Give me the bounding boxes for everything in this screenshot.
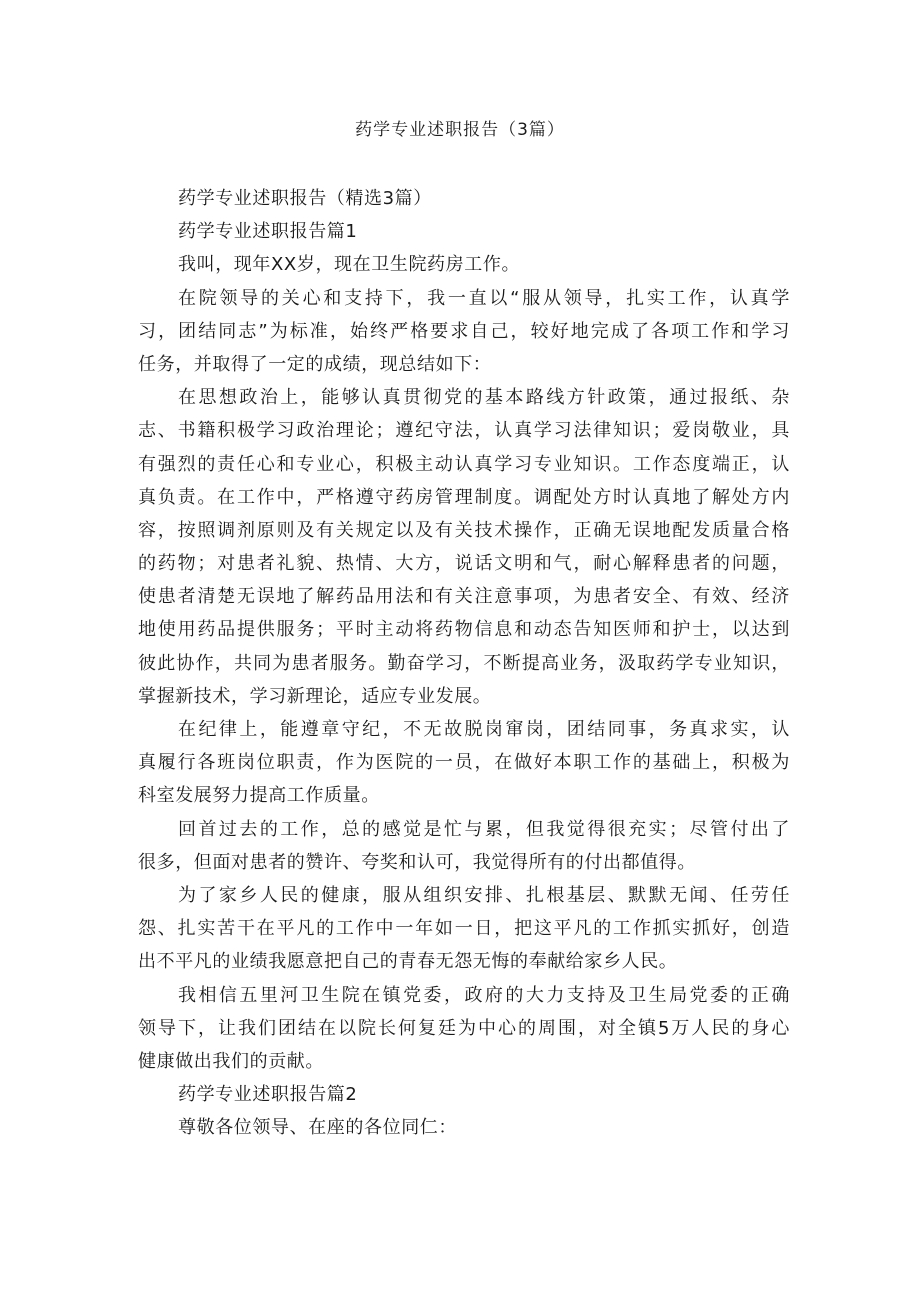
text-line: 为了家乡人民的健康，服从组织安排、扎根基层、默默无闻、任劳任 bbox=[178, 884, 790, 906]
text-line: 任务，并取得了一定的成绩，现总结如下： bbox=[138, 353, 492, 375]
text-line: 容，按照调剂原则及有关规定以及有关技术操作，正确无误地配发质量合格 bbox=[138, 519, 790, 541]
text-line: 真负责。在工作中，严格遵守药房管理制度。调配处方时认真地了解处方内 bbox=[138, 486, 790, 508]
text-line: 在纪律上，能遵章守纪，不无故脱岗窜岗，团结同事，务真求实，认 bbox=[178, 719, 790, 740]
text-line: 健康做出我们的贡献。 bbox=[138, 1050, 324, 1072]
text-line: 领导下，让我们团结在以院长何复廷为中心的周围，对全镇5万人民的身心 bbox=[138, 1017, 790, 1039]
text-line: 药学专业述职报告篇2 bbox=[178, 1084, 358, 1106]
text-line: 志、书籍积极学习政治理论；遵纪守法，认真学习法律知识；爱岗敬业，具 bbox=[138, 420, 790, 442]
text-line: 彼此协作，共同为患者服务。勤奋学习，不断提高业务，汲取药学专业知识， bbox=[138, 652, 790, 674]
text-line: 使患者清楚无误地了解药品用法和有关注意事项，为患者安全、有效、经济 bbox=[138, 586, 790, 608]
text-line: 的药物；对患者礼貌、热情、大方，说话文明和气，耐心解释患者的问题， bbox=[138, 553, 790, 575]
document-body bbox=[138, 182, 790, 1144]
text-line: 很多，但面对患者的赞许、夸奖和认可，我觉得所有的付出都值得。 bbox=[138, 851, 696, 873]
text-line: 有强烈的责任心和专业心，积极主动认真学习专业知识。工作态度端正，认 bbox=[138, 453, 790, 475]
text-line: 我叫，现年XX岁，现在卫生院药房工作。 bbox=[178, 254, 521, 276]
text-line: 尊敬各位领导、在座的各位同仁： bbox=[178, 1117, 457, 1139]
text-line: 在思想政治上，能够认真贯彻党的基本路线方针政策，通过报纸、杂 bbox=[178, 387, 790, 409]
text-line: 地使用药品提供服务；平时主动将药物信息和动态告知医师和护士，以达到 bbox=[138, 619, 790, 641]
text-line: 真履行各班岗位职责，作为医院的一员，在做好本职工作的基础上，积极为 bbox=[138, 752, 790, 774]
text-line: 我相信五里河卫生院在镇党委，政府的大力支持及卫生局党委的正确 bbox=[178, 984, 790, 1006]
text-line: 药学专业述职报告（精选3篇） bbox=[178, 188, 432, 209]
text-line: 科室发展努力提高工作质量。 bbox=[138, 785, 380, 807]
text-line: 习，团结同志”为标准，始终严格要求自己，较好地完成了各项工作和学习 bbox=[138, 320, 790, 342]
text-line: 在院领导的关心和支持下，我一直以“服从领导，扎实工作，认真学 bbox=[178, 287, 790, 309]
text-line: 掌握新技术，学习新理论，适应专业发展。 bbox=[138, 685, 492, 707]
document-title: 药学专业述职报告（3篇） bbox=[355, 120, 565, 140]
text-line: 出不平凡的业绩我愿意把自己的青春无怨无悔的奉献给家乡人民。 bbox=[138, 951, 678, 973]
text-line: 回首过去的工作，总的感觉是忙与累，但我觉得很充实；尽管付出了 bbox=[178, 818, 790, 840]
text-line: 药学专业述职报告篇1 bbox=[178, 221, 358, 243]
text-line: 怨、扎实苦干在平凡的工作中一年如一日，把这平凡的工作抓实抓好，创造 bbox=[138, 918, 790, 940]
